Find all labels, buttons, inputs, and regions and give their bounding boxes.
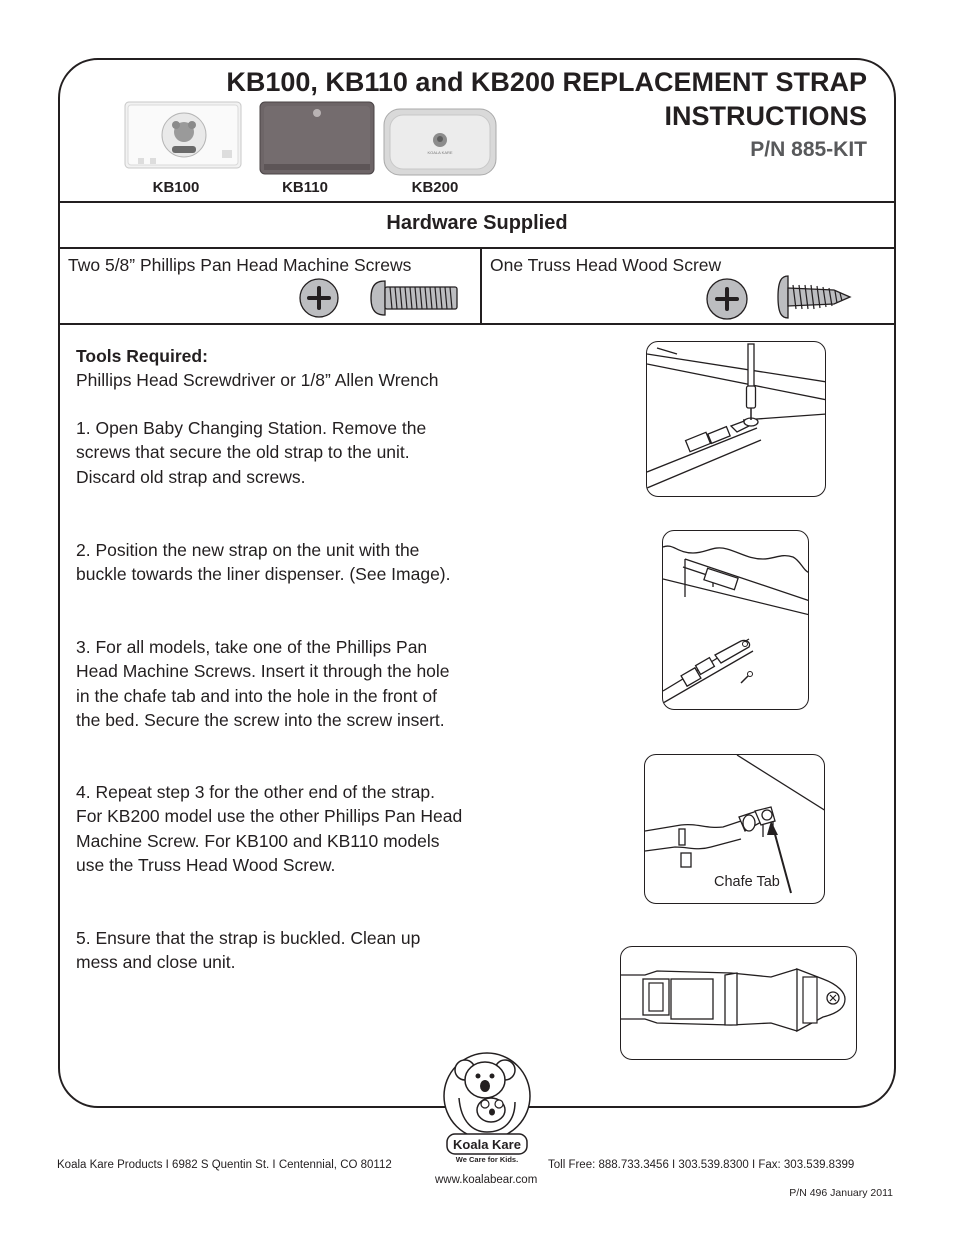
divider [60,323,894,325]
kb200-product-image [382,107,498,182]
step-1-line: Discard old strap and screws. [76,466,306,487]
koala-kare-logo [441,1052,533,1164]
divider [480,248,482,323]
step-1-line: screws that secure the old strap to the unit. [76,442,410,463]
part-number: P/N 885-KIT [750,138,867,161]
kb110-product-image [258,100,376,181]
step-2 [76,538,451,587]
machine-screw-side-icon [369,278,461,323]
logo-brand: Koala Kare [453,1137,521,1152]
wood-screw-text: One Truss Head Wood Screw [490,255,722,275]
step-4 [76,780,462,877]
machine-screws-text: Two 5/8” Phillips Pan Head Machine Screws [68,255,412,275]
step-3-line: in the chafe tab and into the hole in the front of [76,685,437,706]
step-5-figure [620,946,857,1060]
step-3 [76,635,450,732]
tools-text: Phillips Head Screwdriver or 1/8” Allen Wrench [76,370,439,391]
step-1-figure [646,341,826,497]
footer-website: www.koalabear.com [435,1174,538,1186]
step-5 [76,926,420,975]
instruction-frame [58,58,896,1108]
page-title-line1: KB100, KB110 and KB200 REPLACEMENT STRAP [226,67,867,97]
kb100-label: KB100 [152,179,200,196]
step-2-line: buckle towards the liner dispenser. (See Image). [76,564,451,585]
svg-text:KOALA KARE: KOALA KARE [427,150,453,155]
wood-screw-head-icon [705,277,749,326]
step-5-line: 5. Ensure that the strap is buckled. Clean up [76,928,421,948]
footer-phone: Toll Free: 888.733.3456 I 303.539.8300 I Fax: 303.539.8399 [548,1159,855,1171]
step-2-figure [662,530,809,710]
step-3-line: the bed. Secure the screw into the screw insert. [76,709,445,730]
step-4-line: For KB200 model use the other Phillips Pan Head [76,806,463,827]
wood-screw-side-icon [776,274,852,325]
divider [60,247,894,249]
step-2-line: 2. Position the new strap on the unit with the [76,540,420,560]
kb110-label: KB110 [282,179,328,196]
chafe-tab-label: Chafe Tab [714,874,780,890]
step-3-line: Head Machine Screws. Insert it through the hole [76,661,450,682]
step-1-line: 1. Open Baby Changing Station. Remove the [76,418,427,438]
kb100-product-image [124,100,244,177]
step-4-line: use the Truss Head Wood Screw. [76,854,336,875]
kb200-label: KB200 [411,179,459,196]
step-4-line: Machine Screw. For KB100 and KB110 models [76,830,440,851]
step-4-line: 4. Repeat step 3 for the other end of the strap. [76,782,435,802]
tools-required [76,344,438,393]
step-5-line: mess and close unit. [76,952,236,973]
footer-company: Koala Kare Products I 6982 S Quentin St. I Centennial, CO 80112 [57,1159,392,1171]
hardware-heading: Hardware Supplied [386,212,568,234]
divider [60,201,894,203]
page-title-line2: INSTRUCTIONS [664,101,867,131]
step-3-line: 3. For all models, take one of the Phillips Pan [76,637,428,657]
tools-heading: Tools Required: [76,346,208,366]
footer-doc-number: P/N 496 January 2011 [789,1187,893,1199]
machine-screw-head-icon [298,277,340,324]
logo-tagline: We Care for Kids. [455,1155,519,1164]
step-4-figure [644,754,825,904]
step-1 [76,416,426,489]
